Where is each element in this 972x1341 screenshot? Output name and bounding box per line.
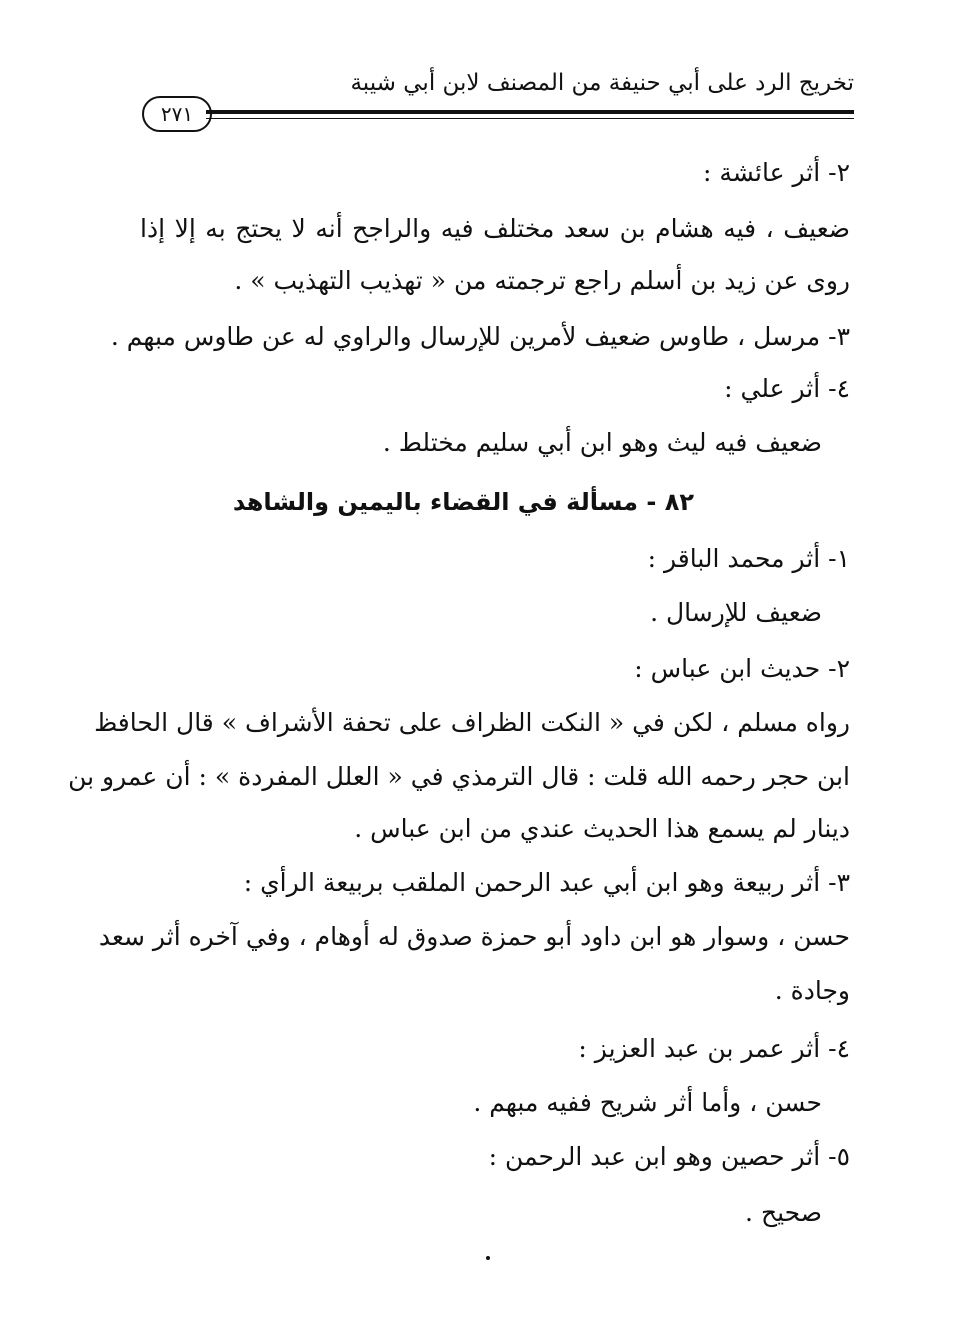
section-heading: ٨٢ - مسألة في القضاء باليمين والشاهد: [232, 488, 694, 516]
item-husayn-title: ٥- أثر حصين وهو ابن عبد الرحمن :: [488, 1142, 850, 1171]
page-number: ٢٧١: [142, 96, 212, 132]
paragraph-line: ابن حجر رحمه الله قلت : قال الترمذي في « العلل المفردة » : أن عمرو بن: [68, 762, 850, 791]
item-ali-title: ٤- أثر علي :: [724, 374, 850, 403]
paragraph-line: وجادة .: [774, 976, 850, 1005]
item-rabia-title: ٣- أثر ربيعة وهو ابن أبي عبد الرحمن الملقب بربيعة الرأي :: [243, 868, 850, 897]
header-rule-thick: [206, 110, 854, 114]
page-mark-dot: [486, 1256, 490, 1260]
item-aisha-title: ٢- أثر عائشة :: [702, 158, 850, 187]
item-umar-title: ٤- أثر عمر بن عبد العزيز :: [578, 1034, 850, 1063]
item-baqir-title: ١- أثر محمد الباقر :: [647, 544, 850, 573]
item-ibn-abbas-title: ٢- حديث ابن عباس :: [634, 654, 850, 683]
paragraph-line: رواه مسلم ، لكن في « النكت الظراف على تحفة الأشراف » قال الحافظ: [94, 708, 850, 737]
paragraph-line: ضعيف ، فيه هشام بن سعد مختلف فيه والراجح أنه لا يحتج به إلا إذا: [140, 214, 850, 243]
paragraph-line: دينار لم يسمع هذا الحديث عندي من ابن عباس .: [354, 814, 850, 843]
running-header-title: تخريج الرد على أبي حنيفة من المصنف لابن أبي شيبة: [350, 70, 854, 96]
paragraph-line: ضعيف فيه ليث وهو ابن أبي سليم مختلط .: [382, 428, 822, 457]
item-mursal: ٣- مرسل ، طاوس ضعيف لأمرين للإرسال والراوي له عن طاوس مبهم .: [110, 322, 850, 351]
paragraph-line: روى عن زيد بن أسلم راجع ترجمته من « تهذيب التهذيب » .: [234, 266, 850, 295]
paragraph-line: صحيح .: [745, 1198, 822, 1227]
header-rule-thin: [206, 118, 854, 119]
paragraph-line: ضعيف للإرسال .: [650, 598, 822, 627]
paragraph-line: حسن ، وسوار هو ابن داود أبو حمزة صدوق له أوهام ، وفي آخره أثر سعد: [98, 922, 850, 951]
paragraph-line: حسن ، وأما أثر شريح ففيه مبهم .: [473, 1088, 822, 1117]
